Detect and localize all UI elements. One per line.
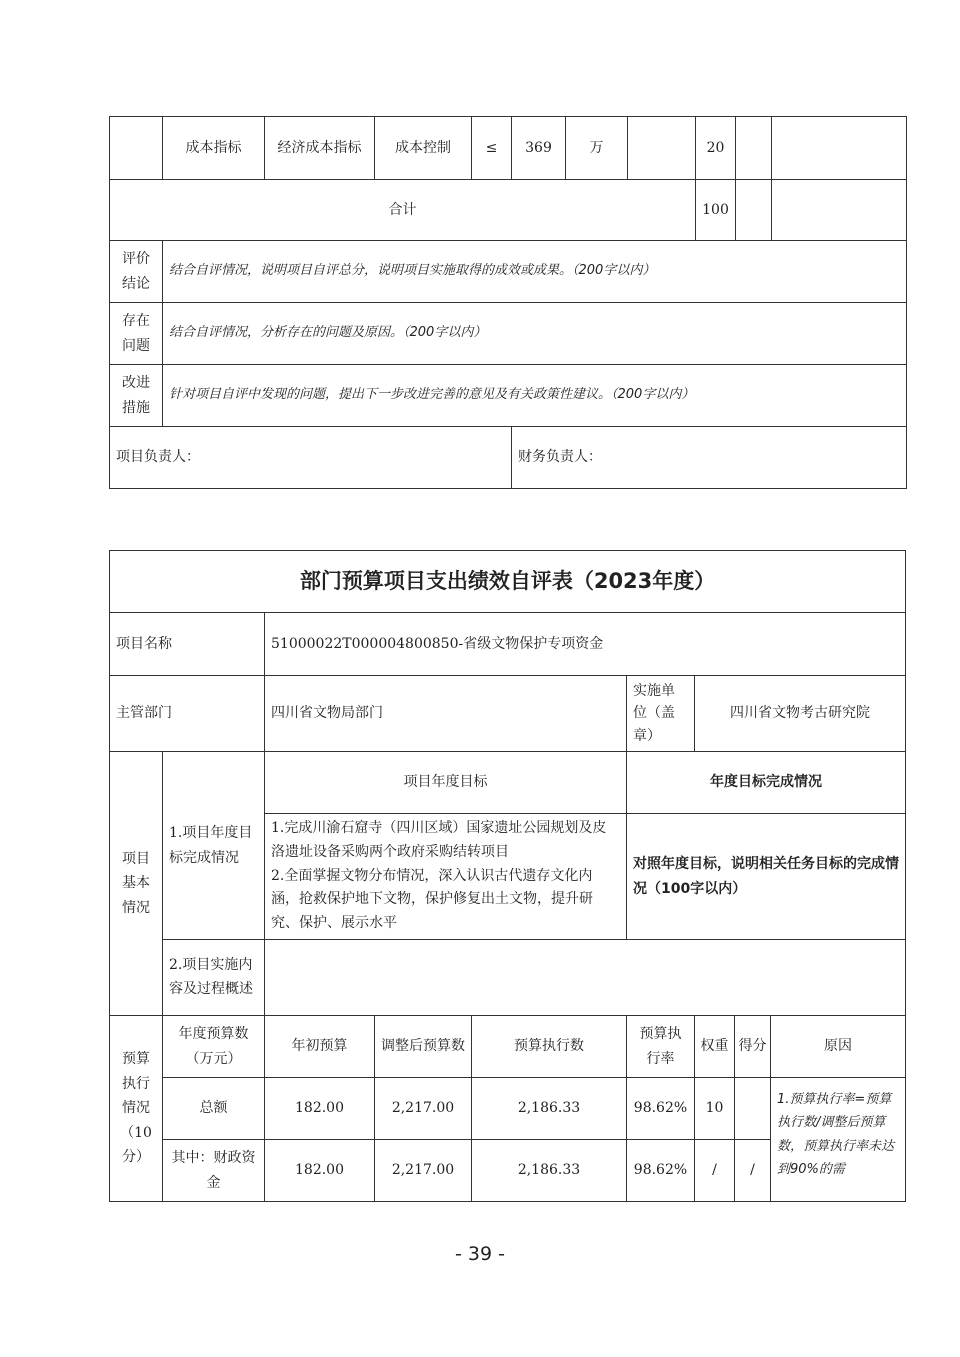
budget-header-initial: 年初预算 [265,1016,375,1078]
goal-completion-label: 1.项目年度目标完成情况 [163,752,265,940]
budget-fiscal-weight: / [695,1140,735,1202]
cost-indicator-row [110,117,907,180]
indicator-reason [772,117,907,180]
budget-fiscal-score: / [735,1140,771,1202]
performance-indicator-table [109,116,907,489]
completion-header: 年度目标完成情况 [627,752,906,814]
department-value: 四川省文物局部门 [265,676,627,752]
indicator-content: 成本控制 [375,117,472,180]
budget-total-weight: 10 [695,1078,735,1140]
indicator-score [736,117,772,180]
budget-fiscal-initial: 182.00 [265,1140,375,1202]
signature-row [110,427,907,489]
implementation-label: 2.项目实施内容及过程概述 [163,940,265,1016]
implementation-row [110,940,906,1016]
page-number: - 39 - [455,1243,505,1265]
budget-fiscal-label: 其中：财政资金 [163,1140,265,1202]
budget-total-adjusted: 2,217.00 [375,1078,472,1140]
improvement-row [110,365,907,427]
total-label: 合计 [110,180,696,241]
improvement-text: 针对项目自评中发现的问题，提出下一步改进完善的意见及有关政策性建议。（200字以内） [163,365,907,427]
budget-header-executed: 预算执行数 [472,1016,627,1078]
project-name-value: 51000022T000004800850-省级文物保护专项资金 [265,613,906,676]
total-weight: 100 [696,180,736,241]
indicator-level3: 经济成本指标 [265,117,375,180]
budget-header-weight: 权重 [695,1016,735,1078]
budget-header-row [110,1016,906,1078]
budget-header-reason: 原因 [771,1016,906,1078]
indicator-level2: 成本指标 [163,117,265,180]
total-row [110,180,907,241]
goal-text [265,814,627,940]
project-lead-label: 项目负责人： [110,427,512,489]
impl-unit-label: 实施单位（盖章） [627,676,695,752]
indicator-weight: 20 [696,117,736,180]
issues-text: 结合自评情况，分析存在的问题及原因。（200字以内） [163,303,907,365]
project-name-label: 项目名称 [110,613,265,676]
basic-info-label: 项目基本情况 [110,752,163,1016]
budget-total-row [110,1078,906,1140]
completion-text: 对照年度目标，说明相关任务目标的完成情况（100字以内） [627,814,906,940]
improvement-label: 改进措施 [110,365,163,427]
goal-text-line-2: 2.全面掌握文物分布情况，深入认识古代遗存文化内涵，抢救保护地下文物，保护修复出土文物，提升研究、保护、展示水平 [271,867,593,932]
self-evaluation-table [109,550,906,1202]
goal-header: 项目年度目标 [265,752,627,814]
total-score [736,180,772,241]
indicator-operator: ≤ [472,117,512,180]
budget-header-annual: 年度预算数（万元） [163,1016,265,1078]
issues-row [110,303,907,365]
budget-total-executed: 2,186.33 [472,1078,627,1140]
project-name-row [110,613,906,676]
budget-fiscal-adjusted: 2,217.00 [375,1140,472,1202]
total-reason [772,180,907,241]
page-title: 部门预算项目支出绩效自评表（2023年度） [110,551,906,613]
goal-text-line-1: 1.完成川渝石窟寺（四川区域）国家遗址公园规划及皮洛遗址设备采购两个政府采购结转项目 [271,820,607,860]
budget-header-score: 得分 [735,1016,771,1078]
department-label: 主管部门 [110,676,265,752]
evaluation-text: 结合自评情况，说明项目自评总分，说明项目实施取得的成效或成果。（200字以内） [163,241,907,303]
indicator-unit: 万 [566,117,628,180]
budget-total-score [735,1078,771,1140]
budget-header-adjusted: 调整后预算数 [375,1016,472,1078]
department-row [110,676,906,752]
impl-unit-value: 四川省文物考古研究院 [695,676,906,752]
finance-lead-label: 财务负责人： [512,427,907,489]
cell-empty [110,117,163,180]
budget-header-rate: 预算执行率 [627,1016,695,1078]
budget-total-label: 总额 [163,1078,265,1140]
budget-reason-text: 1.预算执行率=预算执行数/调整后预算数，预算执行率未达到90%的需 [771,1078,906,1202]
indicator-target: 369 [512,117,566,180]
goal-header-row [110,752,906,814]
evaluation-row [110,241,907,303]
budget-fiscal-executed: 2,186.33 [472,1140,627,1202]
indicator-actual [628,117,696,180]
budget-total-initial: 182.00 [265,1078,375,1140]
implementation-text [265,940,906,1016]
evaluation-label: 评价结论 [110,241,163,303]
budget-total-rate: 98.62% [627,1078,695,1140]
budget-exec-label: 预算执行情况（10分） [110,1016,163,1202]
budget-fiscal-rate: 98.62% [627,1140,695,1202]
issues-label: 存在问题 [110,303,163,365]
title-row [110,551,906,613]
